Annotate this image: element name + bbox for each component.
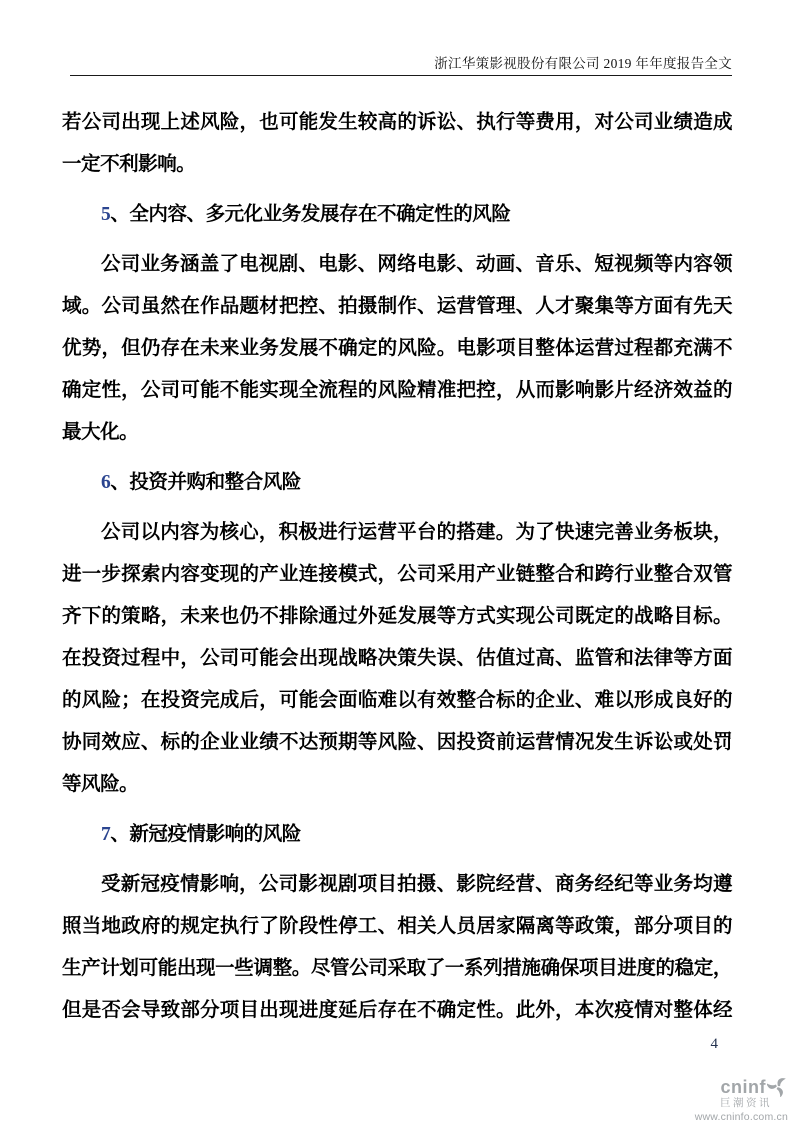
cninfo-logo-text: cninf	[720, 1076, 766, 1097]
paragraph	[62, 102, 732, 186]
cninfo-logo-url: www.cninfo.com.cn	[694, 1110, 788, 1122]
paragraph-line: 协同效应、标的企业业绩不达预期等风险、因投资前运营情况发生诉讼或处罚	[62, 732, 732, 753]
paragraph-line: 齐下的策略，未来也仍不排除通过外延发展等方式实现公司既定的战略目标。	[62, 606, 732, 627]
paragraph	[62, 864, 732, 1032]
paragraph-line: 在投资过程中，公司可能会出现战略决策失误、估值过高、监管和法律等方面	[62, 648, 732, 669]
cninfo-swirl-icon	[767, 1076, 788, 1097]
paragraph-line: 照当地政府的规定执行了阶段性停工、相关人员居家隔离等政策，部分项目的	[62, 916, 732, 937]
paragraph-line: 若公司出现上述风险，也可能发生较高的诉讼、执行等费用，对公司业绩造成	[62, 112, 732, 133]
paragraph-line: 公司业务涵盖了电视剧、电影、网络电影、动画、音乐、短视频等内容领	[101, 254, 732, 275]
paragraph-line: 等风险。	[62, 774, 139, 795]
section-heading-text: 、投资并购和整合风险	[110, 472, 301, 493]
document-body	[62, 102, 732, 1032]
paragraph-line: 的风险；在投资完成后，可能会面临难以有效整合标的企业、难以形成良好的	[62, 690, 732, 711]
section-heading-text: 、全内容、多元化业务发展存在不确定性的风险	[110, 204, 511, 225]
paragraph	[62, 244, 732, 454]
paragraph	[62, 512, 732, 806]
paragraph-line: 受新冠疫情影响，公司影视剧项目拍摄、影院经营、商务经纪等业务均遵	[101, 874, 732, 895]
paragraph-line: 公司以内容为核心，积极进行运营平台的搭建。为了快速完善业务板块，	[101, 522, 732, 543]
section-heading	[62, 194, 732, 236]
paragraph-line: 生产计划可能出现一些调整。尽管公司采取了一系列措施确保项目进度的稳定，	[62, 958, 732, 979]
running-header: 浙江华策影视股份有限公司 2019 年年度报告全文	[434, 56, 732, 71]
paragraph-line: 但是否会导致部分项目出现进度延后存在不确定性。此外，本次疫情对整体经	[62, 1000, 732, 1021]
section-heading-number: 7	[101, 824, 111, 845]
paragraph-line: 一定不利影响。	[62, 154, 196, 175]
section-heading-text: 、新冠疫情影响的风险	[110, 824, 301, 845]
section-heading-number: 5	[101, 204, 111, 225]
section-heading	[62, 814, 732, 856]
paragraph-line: 进一步探索内容变现的产业连接模式，公司采用产业链整合和跨行业整合双管	[62, 564, 732, 585]
paragraph-line: 确定性，公司可能不能实现全流程的风险精准把控，从而影响影片经济效益的	[62, 380, 732, 401]
page-number: 4	[710, 1036, 718, 1052]
paragraph-line: 优势，但仍存在未来业务发展不确定的风险。电影项目整体运营过程都充满不	[62, 338, 732, 359]
section-heading-number: 6	[101, 472, 111, 493]
section-heading	[62, 462, 732, 504]
header-divider	[70, 75, 732, 76]
cninfo-logo-chinese-name: 巨潮资讯	[720, 1097, 772, 1109]
paragraph-line: 最大化。	[62, 422, 139, 443]
cninfo-logo	[668, 1076, 788, 1122]
cninfo-logo-row	[668, 1076, 788, 1097]
paragraph-line: 域。公司虽然在作品题材把控、拍摄制作、运营管理、人才聚集等方面有先天	[62, 296, 732, 317]
